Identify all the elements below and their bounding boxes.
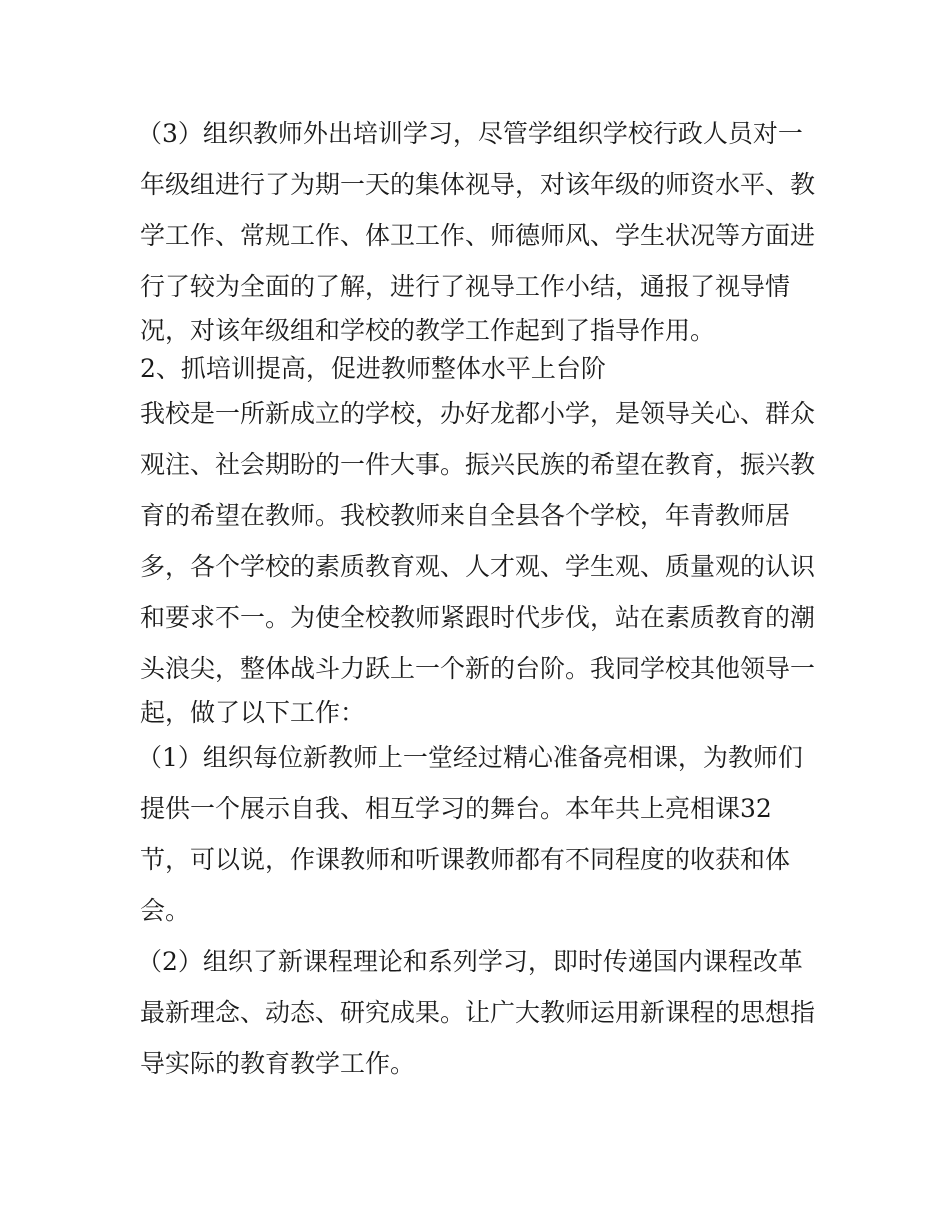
paragraph-line: 行了较为全面的了解，进行了视导工作小结，通报了视导情 (140, 272, 791, 301)
paragraph-line: 年级组进行了为期一天的集体视导，对该年级的师资水平、教 (140, 170, 816, 199)
paragraph-line: 提供一个展示自我、相互学习的舞台。本年共上亮相课32 (140, 794, 772, 823)
paragraph-line: 最新理念、动态、研究成果。让广大教师运用新课程的思想指 (140, 998, 816, 1027)
paragraph-line: 多，各个学校的素质教育观、人才观、学生观、质量观的认识 (140, 552, 816, 581)
paragraph-line: 学工作、常规工作、体卫工作、师德师风、学生状况等方面进 (140, 221, 816, 250)
paragraph-line: 头浪尖，整体战斗力跃上一个新的台阶。我同学校其他领导一 (140, 654, 816, 683)
paragraph-line: 和要求不一。为使全校教师紧跟时代步伐，站在素质教育的潮 (140, 603, 816, 632)
paragraph-line: （2）组织了新课程理论和系列学习，即时传递国内课程改革 (137, 947, 803, 976)
paragraph-line: 观注、社会期盼的一件大事。振兴民族的希望在教育，振兴教 (140, 450, 816, 479)
paragraph-line: 起，做了以下工作： (140, 698, 366, 727)
paragraph-line: 导实际的教育教学工作。 (140, 1049, 416, 1078)
paragraph-line: 会。 (140, 896, 191, 925)
document-body (137, 108, 830, 1089)
paragraph-line: （3）组织教师外出培训学习，尽管学组织学校行政人员对一 (137, 119, 803, 148)
section-heading: 2、抓培训提高，促进教师整体水平上台阶 (140, 354, 606, 383)
paragraph-line: 况，对该年级组和学校的教学工作起到了指导作用。 (140, 316, 716, 345)
paragraph-line: 节，可以说，作课教师和听课教师都有不同程度的收获和体 (140, 845, 791, 874)
paragraph-line: 育的希望在教师。我校教师来自全县各个学校，年青教师居 (140, 501, 791, 530)
paragraph-line: （1）组织每位新教师上一堂经过精心准备亮相课，为教师们 (137, 743, 803, 772)
paragraph-line: 我校是一所新成立的学校，办好龙都小学，是领导关心、群众 (140, 399, 816, 428)
